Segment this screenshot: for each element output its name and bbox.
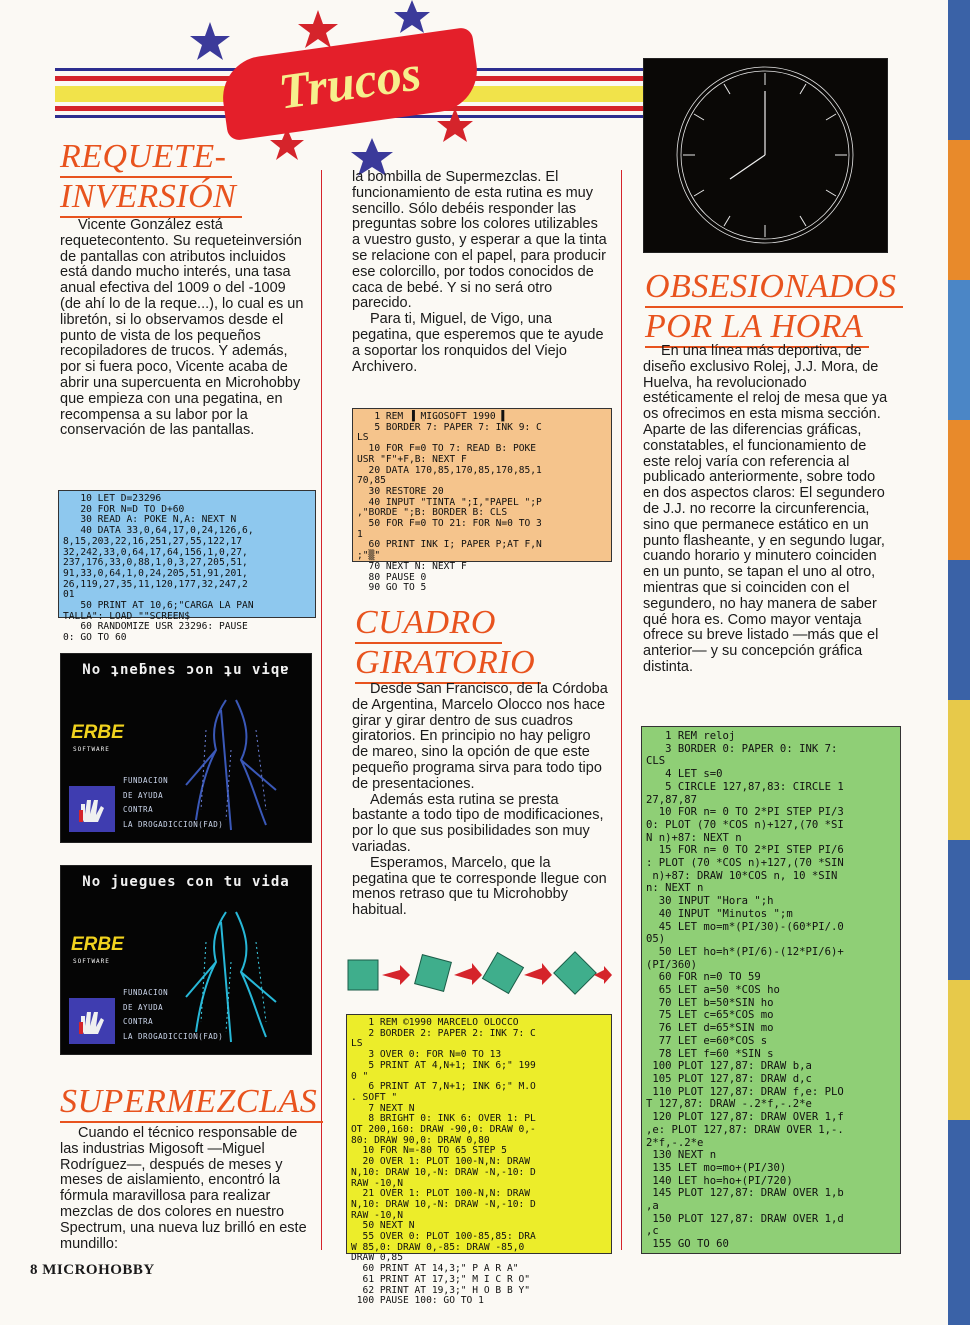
code-line: 135 LET mo=mo+(PI/30) <box>646 1161 787 1174</box>
code-line: n)+87: DRAW 10*COS n, 10 *SIN <box>646 869 838 882</box>
code-line: 70 NEXT N: NEXT F <box>357 560 467 572</box>
paragraph: Vicente González está requetecontento. Su requeteinversión de pantallas con atributos incluidos está dando mucho interés, una tasa anual efectiva del 1009 o del -1009 (de ahí lo de la reque...), lo cual es un libretón, si lo observamos desde el punto de vista de los pequeños recopiladores de trucos. Y además, por si fuera poco, Vicente acaba de abrir una supercuenta en Microhobby que empieza con una pegatina, en recompensa a su labor por la conservación de las pantallas. <box>60 217 304 439</box>
menu-line: LA DROGADICCION(FAD) <box>123 819 224 829</box>
menu-line: FUNDACION <box>123 988 169 997</box>
code-line: 55 OVER 0: PLOT 100-85,85: DRA <box>351 1231 536 1243</box>
paragraph: Cuando el técnico responsable de las industrias Migosoft —Miguel Rodríguez—, después de meses y meses de aislamiento, encontró la fórmula maravillosa para realizar mezclas de dos colores en nuestro Spectrum, una nueva luz brilló en este mundillo: <box>60 1125 307 1252</box>
code-line: 237,176,33,0,88,1,0,3,27,205,51, <box>63 557 248 569</box>
code-line: 76 LET d=65*SIN mo <box>646 1022 774 1035</box>
code-line: 50 PRINT AT 10,6;"CARGA LA PAN <box>63 600 254 612</box>
code-line: 60 PRINT INK I; PAPER P;AT F,N <box>357 539 542 551</box>
code-line: 8 BRIGHT 0: INK 6: OVER 1: PL <box>351 1113 536 1125</box>
star-icon <box>190 22 230 60</box>
title-line: OBSESIONADOS <box>645 268 903 308</box>
paragraph: la bombilla de Supermezclas. El funcionamiento de esta rutina es muy sencillo. Sólo debéis responder las preguntas sobre los colores utilizables a vuestro gusto, y esperar a que la tinta se relacione con el papel, para producir ese colorcillo, por todos conocidos de caca de bebé. Y si no será otro parecido. <box>352 169 607 312</box>
erbe-logo-sub: SOFTWARE <box>73 746 110 753</box>
title-line: POR LA HORA <box>645 308 869 348</box>
menu-line: CONTRA <box>123 805 154 814</box>
code-line: 10 FOR F=0 TO 7: READ B: POKE <box>357 443 537 455</box>
code-line: 2 BORDER 2: PAPER 2: INK 7: C <box>351 1027 536 1039</box>
edge-tab <box>948 980 970 1120</box>
code-line: LS <box>351 1038 363 1050</box>
code-line: 32,242,33,0,64,17,64,156,1,0,27, <box>63 546 248 558</box>
code-line: 5 PRINT AT 4,N+1; INK 6;" 199 <box>351 1059 536 1071</box>
star-icon <box>437 108 473 142</box>
code-line: 60 FOR n=0 TO 59 <box>646 971 761 984</box>
menu-line: FUNDACION <box>123 776 169 785</box>
code-listing-reloj <box>641 726 901 1254</box>
clock-face-graphic <box>644 59 887 252</box>
code-line: RAW -10,N <box>351 1209 403 1221</box>
code-listing-requete <box>58 490 316 644</box>
erbe-logo-sub: SOFTWARE <box>73 958 110 965</box>
title-line: GIRATORIO <box>355 644 541 684</box>
edge-tab <box>948 0 970 140</box>
code-line: 05) <box>646 933 666 946</box>
article-body-requete <box>60 218 308 439</box>
paragraph: Además esta rutina se presta bastante a todo tipo de modificaciones, por lo que sus posibilidades son muy variadas. <box>352 791 604 855</box>
edge-tab <box>948 280 970 420</box>
erbe-logo: ERBE <box>71 722 124 743</box>
code-line: 1 REM ▐ MIGOSOFT 1990 ▌ <box>357 411 508 422</box>
code-line: 78 LET f=60 *SIN s <box>646 1047 774 1060</box>
code-line: 30 READ A: POKE N,A: NEXT N <box>63 514 237 526</box>
code-line: 50 FOR F=0 TO 21: FOR N=0 TO 3 <box>357 518 542 530</box>
code-line: DRAW 0,85 <box>351 1252 403 1264</box>
menu-line: DE AYUDA <box>123 1002 164 1012</box>
code-line: . SOFT " <box>351 1091 398 1103</box>
code-line: 70 LET b=50*SIN ho <box>646 996 774 1009</box>
title-line: SUPERMEZCLAS <box>60 1083 323 1123</box>
article-body-supermezclas-b <box>352 170 608 375</box>
code-line: OT 200,160: DRAW -90,0: DRAW 0,- <box>351 1124 536 1136</box>
code-line: T 127,87: DRAW -.2*f,-.2*e <box>646 1098 812 1111</box>
article-title-supermezclas <box>60 1083 323 1123</box>
code-line: 110 PLOT 127,87: DRAW f,e: PLO <box>646 1085 844 1098</box>
article-title-requete <box>60 138 242 218</box>
edge-tab <box>948 700 970 840</box>
code-line: 10 FOR n= 0 TO 2*PI STEP PI/3 <box>646 806 844 819</box>
code-line: 26,119,27,35,11,120,177,32,247,2 <box>63 578 248 590</box>
article-title-cuadro <box>355 604 541 684</box>
code-line: ,c <box>646 1225 659 1238</box>
code-line: 1 REM reloj <box>646 730 736 742</box>
code-line: 27,87,87 <box>646 793 698 806</box>
code-line: ;"▒" <box>357 550 381 562</box>
code-line: 65 LET a=50 *COS ho <box>646 984 780 997</box>
code-line: 1 <box>357 528 363 540</box>
code-line: 80: DRAW 90,0: DRAW 0,80 <box>351 1134 490 1146</box>
code-line: 60 RANDOMIZE USR 23296: PAUSE <box>63 621 248 633</box>
code-line: (PI/360) <box>646 958 698 971</box>
code-line: 120 PLOT 127,87: DRAW OVER 1,f <box>646 1111 844 1124</box>
code-line: 60 PRINT AT 14,3;" P A R A" <box>351 1263 519 1275</box>
article-body-obsesionados <box>643 344 891 676</box>
paragraph: Desde San Francisco, de la Córdoba de Argentina, Marcelo Olocco nos hace girar y girar dentro de sus cuadros giratorios. En principio no hay peligro de mareo, sino la opción de que este pequeño programa sirva para todo tipo de presentaciones. <box>352 681 608 792</box>
code-line: LS <box>357 432 369 444</box>
code-line: 100 PAUSE 100: GO TO 1 <box>351 1295 484 1307</box>
code-line: 90 GO TO 5 <box>357 582 427 594</box>
code-line: 21 OVER 1: PLOT 100-N,N: DRAW <box>351 1188 531 1200</box>
code-line: ,a <box>646 1200 659 1213</box>
code-line: N n)+87: NEXT n <box>646 831 742 844</box>
code-line: 0: GO TO 60 <box>63 632 127 644</box>
erbe-logo: ERBE <box>71 934 124 955</box>
screenshot-normal <box>60 865 312 1055</box>
hand-icon <box>69 998 115 1044</box>
title-line: INVERSIÓN <box>60 178 242 218</box>
code-line: 80 PAUSE 0 <box>357 571 427 583</box>
code-line: N,10: DRAW 10,-N: DRAW -N,-10: D <box>351 1166 536 1178</box>
page-footer: 8 MICROHOBBY <box>30 1262 155 1278</box>
code-line: 3 OVER 0: FOR N=0 TO 13 <box>351 1049 502 1061</box>
code-line: N,10: DRAW 10,-N: DRAW -N,-10: D <box>351 1198 536 1210</box>
code-line: 5 BORDER 7: PAPER 7: INK 9: C <box>357 421 542 433</box>
hand-icon <box>69 786 115 832</box>
code-line: n: NEXT n <box>646 882 704 895</box>
title-line: REQUETE- <box>60 138 232 178</box>
hand-logo <box>69 786 115 832</box>
menu-line: DE AYUDA <box>123 790 164 800</box>
code-line: USR "F"+F,B: NEXT F <box>357 453 467 465</box>
code-line: W 85,0: DRAW 0,-85: DRAW -85,0 <box>351 1241 525 1253</box>
screen-title: No ʇneƃnes ɔon ʇu viqɐ <box>82 662 290 678</box>
article-body-cuadro <box>352 682 608 919</box>
menu-line: LA DROGADICCION(FAD) <box>123 1031 224 1041</box>
code-line: 40 DATA 33,0,64,17,0,24,126,6, <box>63 525 254 537</box>
code-line: 3 BORDER 0: PAPER 0: INK 7: <box>646 742 838 755</box>
star-icon <box>298 10 338 48</box>
code-line: 4 LET s=0 <box>646 768 723 781</box>
screen-menu <box>123 774 223 832</box>
code-line: 20 DATA 170,85,170,85,170,85,1 <box>357 464 542 476</box>
paragraph: En una línea más deportiva, de diseño exclusivo Rolej, J.J. Mora, de Huelva, ha revolucionado estéticamente el reloj de mesa que ya os ofrecimos en esta misma sección. Aparte de las diferencias gráficas, constatables, el funcionamiento de este reloj varía con referencia al publicado anteriormente, sobre todo en dos aspectos claros: El segundero de J.J. no recorre la circunferencia, sino que permanece estático en un punto flasheante, y en segundo lugar, cuando horario y minutero coinciden en un punto, se tapan el uno al otro, mientras que si coinciden con el segundero, no hay manera de saber qué hora es. Como mayor ventaja ofrece su breve listado —más que el anterior— y su concepción gráfica distinta. <box>643 343 888 675</box>
code-line: 1 REM ©1990 MARCELO OLOCCO <box>351 1017 519 1028</box>
article-body-supermezclas-a <box>60 1126 308 1252</box>
code-line: 100 PLOT 127,87: DRAW b,a <box>646 1060 812 1073</box>
code-line: 0 " <box>351 1070 369 1082</box>
code-line: 91,33,0,64,1,0,24,205,51,91,201, <box>63 567 248 579</box>
article-title-obsesionados <box>645 268 903 348</box>
code-line: 30 INPUT "Hora ";h <box>646 895 774 908</box>
code-line: 0: PLOT (70 *COS n)+127,(70 *SI <box>646 818 844 831</box>
clock-screenshot <box>643 58 888 253</box>
title-line: CUADRO <box>355 604 502 644</box>
paragraph: Para ti, Miguel, de Vigo, una pegatina, que esperemos que te ayude a soportar los ronquidos del Viejo Archivero. <box>352 311 604 375</box>
code-line: 8,15,203,22,16,251,27,55,122,17 <box>63 535 243 547</box>
edge-tab <box>948 1120 970 1325</box>
rotating-squares-illustration <box>342 948 614 1006</box>
code-line: 50 NEXT N <box>351 1220 415 1232</box>
code-line: 2*f,-.2*e <box>646 1136 704 1149</box>
code-line: 7 NEXT N <box>351 1102 415 1114</box>
code-line: ,e: PLOT 127,87: DRAW OVER 1,-. <box>646 1123 844 1136</box>
code-line: 105 PLOT 127,87: DRAW d,c <box>646 1072 812 1085</box>
code-listing-cuadro <box>346 1014 612 1307</box>
code-line: 77 LET e=60*COS s <box>646 1034 768 1047</box>
code-line: 15 FOR n= 0 TO 2*PI STEP PI/6 <box>646 844 844 857</box>
code-line: 6 PRINT AT 7,N+1; INK 6;" M.O <box>351 1081 536 1093</box>
code-line: 61 PRINT AT 17,3;" M I C R O" <box>351 1273 531 1285</box>
column-divider <box>621 170 622 1250</box>
code-line: : PLOT (70 *COS n)+127,(70 *SIN <box>646 857 844 870</box>
code-line: 140 LET ho=ho+(PI/720) <box>646 1174 793 1187</box>
code-line: 45 LET mo=m*(PI/30)-(60*PI/.0 <box>646 920 844 933</box>
code-line: 50 LET ho=h*(PI/6)-(12*PI/6)+ <box>646 945 844 958</box>
code-line: CLS <box>646 755 666 768</box>
edge-tab <box>948 140 970 280</box>
code-line: 130 NEXT n <box>646 1149 717 1162</box>
code-line: 150 PLOT 127,87: DRAW OVER 1,d <box>646 1212 844 1225</box>
edge-tab <box>948 560 970 700</box>
paragraph: Esperamos, Marcelo, que la pegatina que te corresponde llegue con menos retraso que tu Microhobby habitual. <box>352 854 607 919</box>
code-line: 30 RESTORE 20 <box>357 485 444 497</box>
code-line: 5 CIRCLE 127,87,83: CIRCLE 1 <box>646 780 844 793</box>
code-line: ,"BORDE ";B: BORDER B: CLS <box>357 507 508 519</box>
code-line: 10 LET D=23296 <box>63 493 162 504</box>
hand-logo <box>69 998 115 1044</box>
screen-title: No juegues con tu vida <box>82 874 290 890</box>
code-line: 62 PRINT AT 19,3;" H O B B Y" <box>351 1284 531 1296</box>
code-line: TALLA": LOAD ""SCREEN$ <box>63 610 191 622</box>
code-line: 40 INPUT "Minutos ";m <box>646 907 793 920</box>
section-title: Trucos <box>275 44 425 120</box>
star-icon <box>394 0 430 33</box>
code-line: 10 FOR N=-80 TO 65 STEP 5 <box>351 1145 507 1157</box>
code-line: 40 INPUT "TINTA ";I,"PAPEL ";P <box>357 496 542 508</box>
edge-tab <box>948 840 970 980</box>
code-line: 01 <box>63 589 75 601</box>
code-line: 155 GO TO 60 <box>646 1238 729 1251</box>
code-line: RAW -10,N <box>351 1177 403 1189</box>
screen-menu <box>123 986 223 1044</box>
code-line: 20 OVER 1: PLOT 100-N,N: DRAW <box>351 1156 531 1168</box>
code-line: 145 PLOT 127,87: DRAW OVER 1,b <box>646 1187 844 1200</box>
code-line: 20 FOR N=D TO D+60 <box>63 503 185 515</box>
code-line: 75 LET c=65*COS mo <box>646 1009 774 1022</box>
code-listing-supermezclas <box>352 408 612 594</box>
menu-line: CONTRA <box>123 1017 154 1026</box>
screenshot-inverted <box>60 653 312 843</box>
edge-tab <box>948 420 970 560</box>
code-line: 70,85 <box>357 475 386 487</box>
